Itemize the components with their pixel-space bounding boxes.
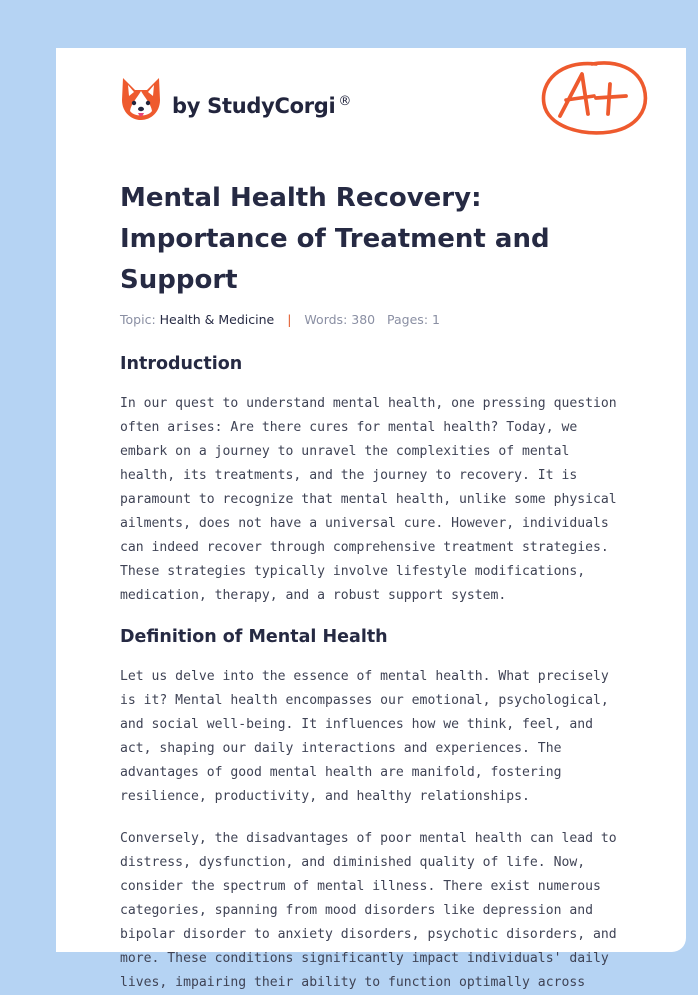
- meta-separator: |: [287, 312, 292, 327]
- studycorgi-logo[interactable]: [120, 76, 351, 122]
- brand-name: by StudyCorgi ®: [172, 94, 352, 118]
- section-heading-definition: Definition of Mental Health: [120, 627, 388, 647]
- pages-count: 1: [432, 312, 440, 327]
- paragraph: Conversely, the disadvantages of poor mental health can lead to distress, dysfunction, and diminished quality of life. Now, consider the spectrum of mental illness. There exist numerous categories, spanning from mood disorders like depression and bipolar disorder to anxiety disorders, psychotic disorders, and more. These conditions significantly impact individuals' daily lives, impairing their ability to function optimally across: [120, 831, 617, 990]
- header: [120, 74, 660, 164]
- words-label: Words:: [304, 312, 348, 327]
- words-count: 380: [351, 312, 376, 327]
- topic-label: Topic:: [120, 312, 156, 327]
- paragraph: Let us delve into the essence of mental health. What precisely is it? Mental health encompasses our emotional, psychological, and social well-being. It influences how we think, feel, and act, shaping our daily interactions and experiences. The advantages of good mental health are manifold, fostering resilience, productivity, and healthy relationships.: [120, 669, 609, 804]
- registered-mark: ®: [338, 94, 352, 109]
- document-page: [56, 48, 686, 990]
- topic-link[interactable]: Health & Medicine: [159, 312, 275, 327]
- corgi-icon: [120, 76, 162, 122]
- a-plus-grade-icon: [538, 58, 650, 140]
- paragraph: In our quest to understand mental health, one pressing question often arises: Are there cures for mental health? Today, we embark on a journey to unravel the complexities of mental health, its treatments, and the journey to recovery. It is paramount to recognize that mental health, unlike some physical ailments, does not have a universal cure. However, individuals can indeed recover through comprehensive treatment strategies. These strategies typically involve lifestyle modifications, medication, therapy, and a robust support system.: [120, 396, 617, 603]
- article-title: Mental Health Recovery: Importance of Treatment and Support: [120, 183, 550, 295]
- section-heading-introduction: Introduction: [120, 354, 243, 374]
- pages-label: Pages:: [387, 312, 429, 327]
- article-body: [120, 350, 630, 995]
- article-meta: [120, 312, 440, 327]
